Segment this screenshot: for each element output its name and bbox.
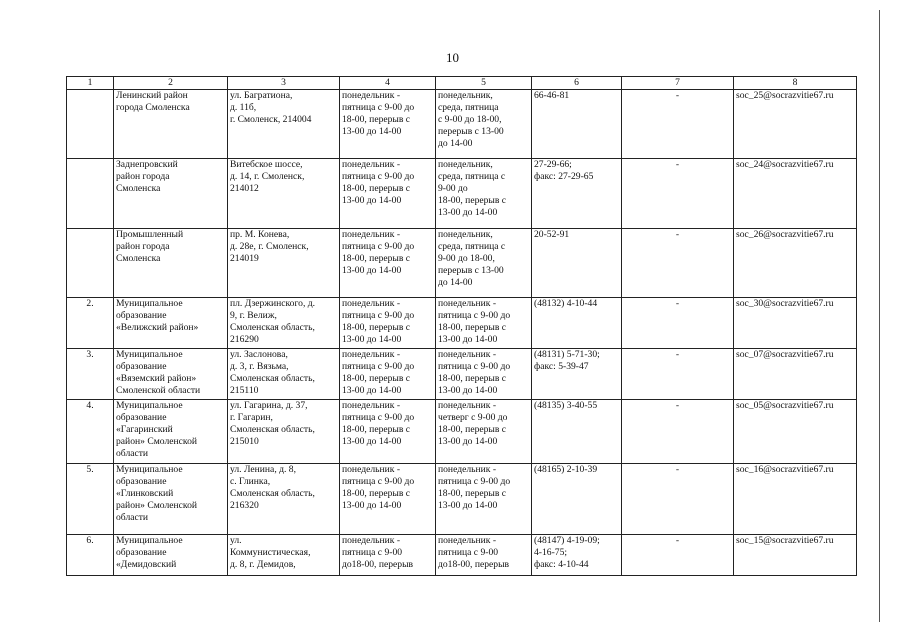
working-hours-cell: понедельник - пятница с 9-00 до 18-00, перерыв с 13-00 до 14-00 — [340, 400, 436, 464]
column-7-value-cell: - — [622, 90, 734, 159]
phone-cell: (48135) 3-40-55 — [532, 400, 622, 464]
organization-name-cell: Муниципальное образование «Велижский район» — [114, 298, 228, 349]
table-row — [67, 535, 857, 576]
organization-name-cell: Муниципальное образование «Демидовский — [114, 535, 228, 576]
working-hours-cell: понедельник - пятница с 9-00 до 18-00, перерыв с 13-00 до 14-00 — [340, 298, 436, 349]
column-header: 7 — [622, 77, 734, 90]
reception-hours-cell: понедельник - пятница с 9-00 до 18-00, перерыв с 13-00 до 14-00 — [436, 349, 532, 400]
row-number-cell — [67, 90, 114, 159]
header-row — [67, 77, 857, 90]
email-cell: soc_30@socrazvitie67.ru — [734, 298, 857, 349]
reception-hours-cell: понедельник - четверг с 9-00 до 18-00, перерыв с 13-00 до 14-00 — [436, 400, 532, 464]
organization-name-cell: Муниципальное образование «Вяземский район» Смоленской области — [114, 349, 228, 400]
working-hours-cell: понедельник - пятница с 9-00 до 18-00, перерыв с 13-00 до 14-00 — [340, 90, 436, 159]
page-number: 10 — [446, 50, 459, 65]
column-7-value-cell: - — [622, 349, 734, 400]
address-cell: ул. Коммунистическая, д. 8, г. Демидов, — [228, 535, 340, 576]
column-7-value-cell: - — [622, 464, 734, 535]
column-7-value-cell: - — [622, 535, 734, 576]
row-number-cell: 4. — [67, 400, 114, 464]
address-cell: ул. Ленина, д. 8, с. Глинка, Смоленская область, 216320 — [228, 464, 340, 535]
column-7-value-cell: - — [622, 298, 734, 349]
email-cell: soc_24@socrazvitie67.ru — [734, 159, 857, 229]
working-hours-cell: понедельник - пятница с 9-00 до18-00, перерыв — [340, 535, 436, 576]
column-header: 2 — [114, 77, 228, 90]
column-header: 1 — [67, 77, 114, 90]
email-cell: soc_15@socrazvitie67.ru — [734, 535, 857, 576]
row-number-cell: 2. — [67, 298, 114, 349]
column-7-value-cell: - — [622, 229, 734, 298]
phone-cell: (48147) 4-19-09; 4-16-75; факс: 4-10-44 — [532, 535, 622, 576]
address-cell: пл. Дзержинского, д. 9, г. Велиж, Смоленская область, 216290 — [228, 298, 340, 349]
column-7-value-cell: - — [622, 159, 734, 229]
table-row — [67, 349, 857, 400]
table-row — [67, 159, 857, 229]
working-hours-cell: понедельник - пятница с 9-00 до 18-00, перерыв с 13-00 до 14-00 — [340, 159, 436, 229]
reception-hours-cell: понедельник - пятница с 9-00 до 18-00, перерыв с 13-00 до 14-00 — [436, 464, 532, 535]
email-cell: soc_25@socrazvitie67.ru — [734, 90, 857, 159]
table-row — [67, 229, 857, 298]
organization-name-cell: Промышленный район города Смоленска — [114, 229, 228, 298]
address-cell: Витебское шоссе, д. 14, г. Смоленск, 214012 — [228, 159, 340, 229]
margin-rule — [879, 10, 880, 622]
email-cell: soc_05@socrazvitie67.ru — [734, 400, 857, 464]
column-header: 5 — [436, 77, 532, 90]
email-cell: soc_07@socrazvitie67.ru — [734, 349, 857, 400]
email-cell: soc_16@socrazvitie67.ru — [734, 464, 857, 535]
row-number-cell: 3. — [67, 349, 114, 400]
table-row — [67, 90, 857, 159]
organization-name-cell: Заднепровский район города Смоленска — [114, 159, 228, 229]
phone-cell: (48132) 4-10-44 — [532, 298, 622, 349]
directory-table — [66, 76, 857, 576]
table-row — [67, 400, 857, 464]
address-cell: пр. М. Конева, д. 28е, г. Смоленск, 214019 — [228, 229, 340, 298]
phone-cell: 27-29-66; факс: 27-29-65 — [532, 159, 622, 229]
reception-hours-cell: понедельник - пятница с 9-00 до 18-00, перерыв с 13-00 до 14-00 — [436, 298, 532, 349]
organization-name-cell: Муниципальное образование «Глинковский район» Смоленской области — [114, 464, 228, 535]
organization-name-cell: Ленинский район города Смоленска — [114, 90, 228, 159]
address-cell: ул. Гагарина, д. 37, г. Гагарин, Смоленская область, 215010 — [228, 400, 340, 464]
column-header: 6 — [532, 77, 622, 90]
email-cell: soc_26@socrazvitie67.ru — [734, 229, 857, 298]
phone-cell: (48165) 2-10-39 — [532, 464, 622, 535]
address-cell: ул. Багратиона, д. 11б, г. Смоленск, 214004 — [228, 90, 340, 159]
row-number-cell: 6. — [67, 535, 114, 576]
organization-name-cell: Муниципальное образование «Гагаринский район» Смоленской области — [114, 400, 228, 464]
reception-hours-cell: понедельник, среда, пятница с 9-00 до 18-00, перерыв с 13-00 до 14-00 — [436, 229, 532, 298]
reception-hours-cell: понедельник, среда, пятница с 9-00 до 18-00, перерыв с 13-00 до 14-00 — [436, 90, 532, 159]
reception-hours-cell: понедельник, среда, пятница с 9-00 до 18-00, перерыв с 13-00 до 14-00 — [436, 159, 532, 229]
phone-cell: (48131) 5-71-30; факс: 5-39-47 — [532, 349, 622, 400]
phone-cell: 66-46-81 — [532, 90, 622, 159]
table-row — [67, 464, 857, 535]
table-row — [67, 298, 857, 349]
reception-hours-cell: понедельник - пятница с 9-00 до18-00, перерыв — [436, 535, 532, 576]
working-hours-cell: понедельник - пятница с 9-00 до 18-00, перерыв с 13-00 до 14-00 — [340, 229, 436, 298]
row-number-cell: 5. — [67, 464, 114, 535]
working-hours-cell: понедельник - пятница с 9-00 до 18-00, перерыв с 13-00 до 14-00 — [340, 464, 436, 535]
working-hours-cell: понедельник - пятница с 9-00 до 18-00, перерыв с 13-00 до 14-00 — [340, 349, 436, 400]
address-cell: ул. Заслонова, д. 3, г. Вязьма, Смоленская область, 215110 — [228, 349, 340, 400]
column-7-value-cell: - — [622, 400, 734, 464]
row-number-cell — [67, 229, 114, 298]
column-header: 8 — [734, 77, 857, 90]
column-header: 4 — [340, 77, 436, 90]
column-header: 3 — [228, 77, 340, 90]
phone-cell: 20-52-91 — [532, 229, 622, 298]
row-number-cell — [67, 159, 114, 229]
